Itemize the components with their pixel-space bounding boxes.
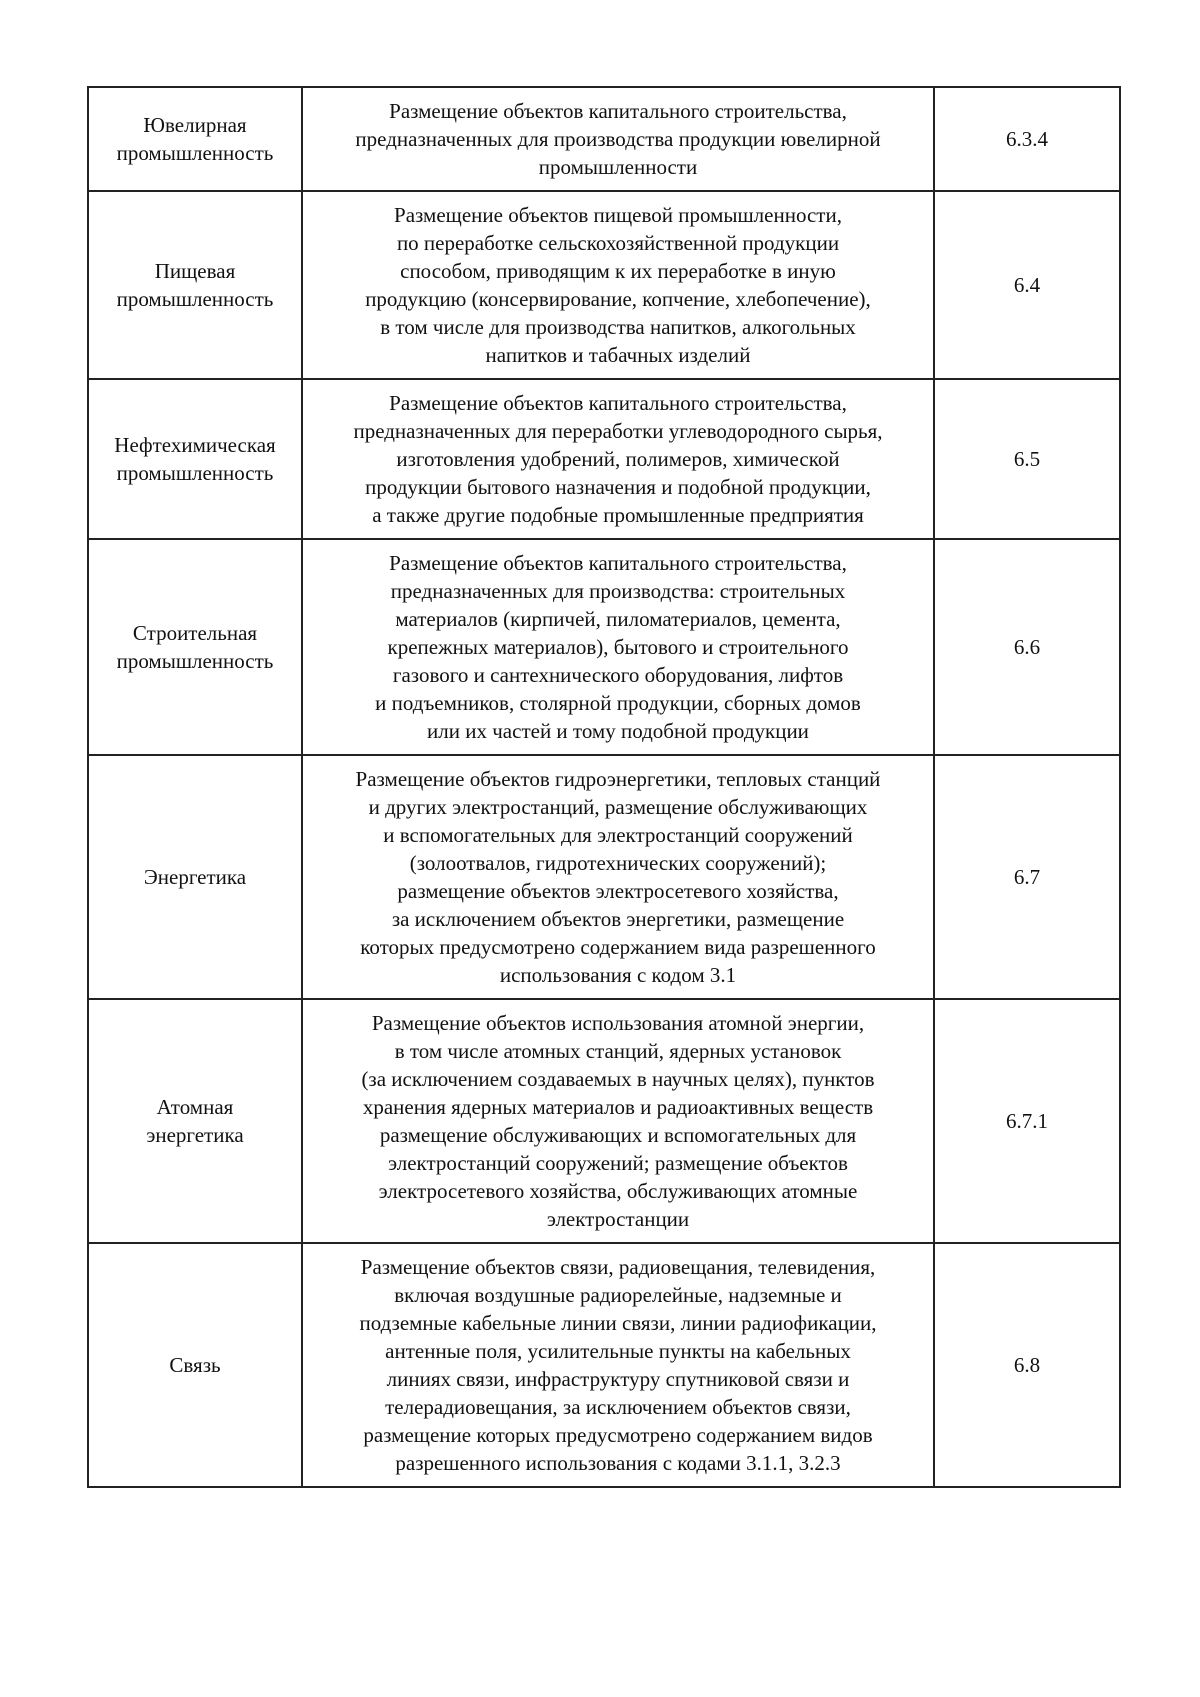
land-use-name-cell [88,87,302,191]
land-use-name-line: Ювелирная [143,113,247,137]
land-use-description-line: способом, приводящим к их переработке в иную [400,259,836,283]
land-use-name-line: Атомная [156,1095,234,1119]
land-use-name-line: Связь [169,1353,221,1377]
land-use-code-cell: 6.6 [934,539,1120,755]
land-use-description-line: газового и сантехнического оборудования, лифтов [392,663,844,687]
land-use-description-line: крепежных материалов), бытового и строительного [387,635,849,659]
land-use-name-line: Строительная [132,621,258,645]
land-use-name-line: промышленность [116,649,274,673]
land-use-description-line: продукции бытового назначения и подобной продукции, [365,475,871,499]
land-use-name-cell [88,999,302,1243]
land-use-description-line: изготовления удобрений, полимеров, химической [396,447,840,471]
land-use-description-line: или их частей и тому подобной продукции [427,719,809,743]
land-use-description-line: за исключением объектов энергетики, размещение [391,907,845,931]
land-use-description-line: предназначенных для производства: строительных [390,579,846,603]
land-use-description-cell [302,87,934,191]
land-use-description-line: размещение объектов электросетевого хозяйства, [397,879,839,903]
land-use-name-line: Пищевая [154,259,236,283]
table-row [88,87,1120,191]
land-use-description-line: электростанции [546,1207,690,1231]
table-row [88,1243,1120,1487]
land-use-code-cell: 6.7 [934,755,1120,999]
land-use-description-line: в том числе атомных станций, ядерных установок [394,1039,842,1063]
land-use-description-line: материалов (кирпичей, пиломатериалов, цемента, [395,607,841,631]
land-use-description-line: промышленности [538,155,698,179]
land-use-description-cell [302,755,934,999]
table-row [88,191,1120,379]
land-use-description-line: размещение которых предусмотрено содержанием видов [363,1423,873,1447]
land-use-code-cell: 6.7.1 [934,999,1120,1243]
table-body [88,87,1120,1487]
land-use-description-line: электростанций сооружений; размещение объектов [388,1151,848,1175]
land-use-description-line: антенные поля, усилительные пункты на кабельных [385,1339,851,1363]
land-use-name-line: Энергетика [143,865,247,889]
land-use-name-line: промышленность [116,461,274,485]
land-use-description-line: Размещение объектов связи, радиовещания, телевидения, [360,1255,876,1279]
land-use-name-cell [88,1243,302,1487]
land-use-description-cell [302,539,934,755]
land-use-description-line: Размещение объектов капитального строительства, [389,551,847,575]
land-use-code-cell: 6.5 [934,379,1120,539]
land-use-description-cell [302,999,934,1243]
land-use-description-line: предназначенных для производства продукции ювелирной [355,127,881,151]
land-use-description-line: линиях связи, инфраструктуру спутниковой связи и [386,1367,850,1391]
land-use-description-line: Размещение объектов гидроэнергетики, тепловых станций [355,767,881,791]
table-row [88,539,1120,755]
table-row [88,755,1120,999]
land-use-description-line: в том числе для производства напитков, алкогольных [380,315,856,339]
land-use-name-line: промышленность [116,287,274,311]
land-use-code-cell: 6.3.4 [934,87,1120,191]
land-use-name-cell [88,379,302,539]
table-row [88,379,1120,539]
land-use-name-cell [88,539,302,755]
land-use-description-line: хранения ядерных материалов и радиоактивных веществ [362,1095,874,1119]
land-use-description-line: (золоотвалов, гидротехнических сооружений); [409,851,827,875]
land-use-code-cell: 6.8 [934,1243,1120,1487]
land-use-description-line: Размещение объектов капитального строительства, [389,391,847,415]
land-use-description-cell [302,191,934,379]
land-use-description-line: предназначенных для переработки углеводородного сырья, [353,419,883,443]
table-row [88,999,1120,1243]
land-use-description-line: включая воздушные радиорелейные, надземные и [394,1283,842,1307]
land-use-name-line: промышленность [116,141,274,165]
land-use-description-line: продукцию (консервирование, копчение, хлебопечение), [365,287,871,311]
land-use-description-cell [302,1243,934,1487]
land-use-description-line: электросетевого хозяйства, обслуживающих атомные [378,1179,858,1203]
land-use-description-line: размещение обслуживающих и вспомогательных для [379,1123,857,1147]
land-use-description-cell [302,379,934,539]
land-use-description-line: напитков и табачных изделий [485,343,751,367]
land-use-name-line: Нефтехимическая [114,433,276,457]
land-use-description-line: разрешенного использования с кодами 3.1.1, 3.2.3 [395,1451,841,1475]
land-use-description-line: которых предусмотрено содержанием вида разрешенного [360,935,876,959]
land-use-description-line: использования с кодом 3.1 [499,963,737,987]
land-use-description-line: (за исключением создаваемых в научных целях), пунктов [361,1067,875,1091]
land-use-name-cell [88,191,302,379]
land-use-description-line: и других электростанций, размещение обслуживающих [368,795,868,819]
land-use-description-line: подземные кабельные линии связи, линии радиофикации, [359,1311,877,1335]
land-use-description-line: и вспомогательных для электростанций сооружений [383,823,853,847]
land-use-table [87,86,1121,1488]
land-use-description-line: и подъемников, столярной продукции, сборных домов [375,691,861,715]
land-use-description-line: телерадиовещания, за исключением объектов связи, [385,1395,851,1419]
land-use-description-line: Размещение объектов капитального строительства, [389,99,847,123]
land-use-description-line: Размещение объектов пищевой промышленности, [394,203,842,227]
land-use-description-line: а также другие подобные промышленные предприятия [372,503,864,527]
land-use-description-line: Размещение объектов использования атомной энергии, [371,1011,865,1035]
land-use-description-line: по переработке сельскохозяйственной продукции [396,231,840,255]
land-use-name-cell [88,755,302,999]
land-use-name-line: энергетика [146,1123,244,1147]
land-use-code-cell: 6.4 [934,191,1120,379]
